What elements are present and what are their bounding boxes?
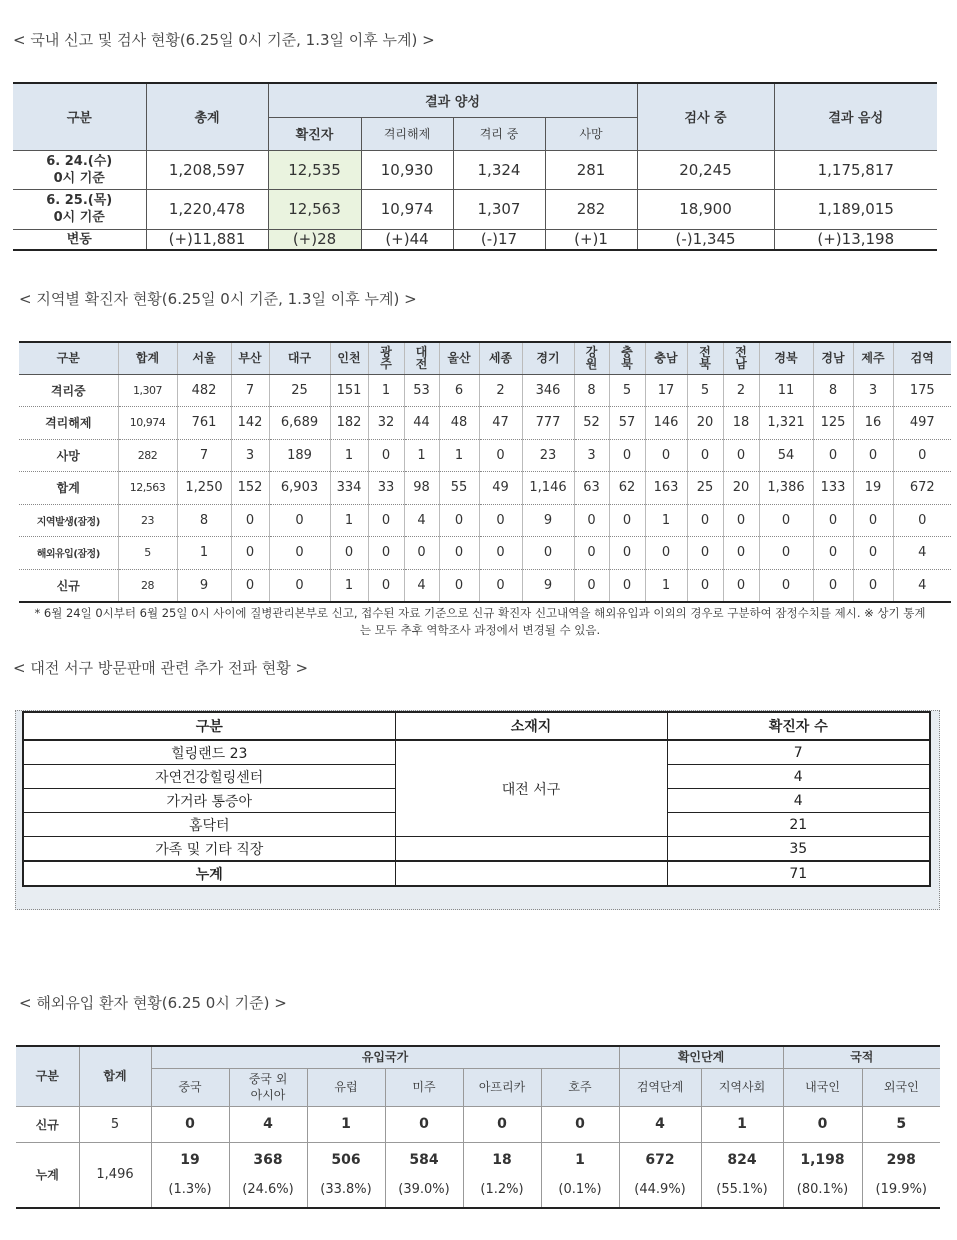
total-count: 71 xyxy=(667,861,930,886)
cell xyxy=(307,1142,385,1208)
cell: 20 xyxy=(723,472,759,505)
cell: 23 xyxy=(522,439,574,472)
cell xyxy=(862,1142,940,1208)
row-label: 홈닥터 xyxy=(23,813,395,837)
cell xyxy=(701,1142,783,1208)
cell: 163 xyxy=(645,472,687,505)
cell: 18 xyxy=(723,407,759,440)
cell: 0 xyxy=(723,504,759,537)
cell: 0 xyxy=(759,569,813,602)
cell: 20 xyxy=(687,407,723,440)
cell: 49 xyxy=(479,472,522,505)
cell: 57 xyxy=(609,407,645,440)
cell: 0 xyxy=(522,537,574,570)
cell: 182 xyxy=(330,407,368,440)
row-label: 사망 xyxy=(19,439,118,472)
cell: 52 xyxy=(574,407,609,440)
cell: 47 xyxy=(479,407,522,440)
cell: 1,175,817 xyxy=(774,150,937,189)
cell: 0 xyxy=(231,537,269,570)
cell: 6,689 xyxy=(269,407,330,440)
cell: 0 xyxy=(783,1106,862,1142)
cell: 0 xyxy=(479,504,522,537)
header-confirmed: 확진자 xyxy=(268,117,361,150)
cell: 125 xyxy=(813,407,853,440)
cell: 10,930 xyxy=(361,150,453,189)
column-header: 서울 xyxy=(177,342,231,374)
cell: 3 xyxy=(231,439,269,472)
column-header: 충 북 xyxy=(609,342,645,374)
cell: 63 xyxy=(574,472,609,505)
column-header: 광 주 xyxy=(368,342,404,374)
cell: 152 xyxy=(231,472,269,505)
row-label: 격리중 xyxy=(19,374,118,407)
header-category: 구분 xyxy=(19,342,118,374)
cell: 0 xyxy=(368,537,404,570)
location-cell: 대전 서구 xyxy=(395,740,667,837)
location-cell-empty xyxy=(395,861,667,886)
table-row xyxy=(23,837,930,862)
cell: 1 xyxy=(645,504,687,537)
cell-value: 18 xyxy=(492,1152,512,1169)
cell: 6 xyxy=(439,374,479,407)
count-cell: 35 xyxy=(667,837,930,862)
cell: 0 xyxy=(574,504,609,537)
count-cell: 4 xyxy=(667,765,930,789)
cell: 55 xyxy=(439,472,479,505)
total-label: 누계 xyxy=(23,861,395,886)
cell: 0 xyxy=(231,569,269,602)
row-label: 6. 25.(목) 0시 기준 xyxy=(13,189,146,229)
cell: 4 xyxy=(404,569,439,602)
cell: 1 xyxy=(439,439,479,472)
cell: 334 xyxy=(330,472,368,505)
cell: 8 xyxy=(813,374,853,407)
cell: 1,189,015 xyxy=(774,189,937,229)
cell: 482 xyxy=(177,374,231,407)
cell: 0 xyxy=(439,569,479,602)
table-row xyxy=(16,1106,940,1142)
cell: 0 xyxy=(151,1106,229,1142)
total-cell: 1,496 xyxy=(79,1142,151,1208)
cell: 1,307 xyxy=(453,189,545,229)
header-china: 중국 xyxy=(151,1068,229,1106)
imported-cases-table xyxy=(16,1045,940,1209)
header-origin: 유입국가 xyxy=(151,1046,619,1068)
cell: 346 xyxy=(522,374,574,407)
cell: 0 xyxy=(479,439,522,472)
table-row xyxy=(19,439,951,472)
cell: 1,220,478 xyxy=(146,189,268,229)
cell: 282 xyxy=(545,189,637,229)
cell: 1,307 xyxy=(118,374,177,407)
cell: 7 xyxy=(177,439,231,472)
column-header: 대구 xyxy=(269,342,330,374)
cell: 10,974 xyxy=(118,407,177,440)
cell-percent: (33.8%) xyxy=(320,1182,372,1198)
cell-percent: (1.3%) xyxy=(168,1182,212,1198)
cell: 0 xyxy=(541,1106,619,1142)
cell: 4 xyxy=(918,577,927,593)
cell: (+)44 xyxy=(361,229,453,250)
cell: 1,321 xyxy=(759,407,813,440)
cell-value: 1 xyxy=(575,1152,585,1169)
header-community: 지역사회 xyxy=(701,1068,783,1106)
header-europe: 유럽 xyxy=(307,1068,385,1106)
cell: 0 xyxy=(645,537,687,570)
cell: 2 xyxy=(723,374,759,407)
row-label: 해외유입(잠정) xyxy=(19,537,118,570)
column-header: 제주 xyxy=(853,342,893,374)
cell-value: 368 xyxy=(253,1152,283,1169)
cell: 0 xyxy=(609,569,645,602)
cell-percent: (80.1%) xyxy=(796,1182,849,1198)
cell: 20,245 xyxy=(637,150,774,189)
cell: (+)28 xyxy=(268,229,361,250)
row-label: 격리해제 xyxy=(19,407,118,440)
cell: 12,563 xyxy=(268,189,361,229)
cell: 0 xyxy=(759,537,813,570)
cell: (+)1 xyxy=(545,229,637,250)
cell: 0 xyxy=(439,504,479,537)
section4-title: < 해외유입 환자 현황(6.25 0시 기준) > xyxy=(19,994,287,1012)
cell: 0 xyxy=(439,537,479,570)
cell: 0 xyxy=(813,504,853,537)
cell xyxy=(463,1142,541,1208)
cell: 0 xyxy=(687,504,723,537)
cell: 4 xyxy=(893,537,951,570)
cell: 0 xyxy=(723,537,759,570)
cell: 0 xyxy=(368,504,404,537)
cell: 761 xyxy=(177,407,231,440)
cell: 4 xyxy=(229,1106,307,1142)
cell: 0 xyxy=(479,569,522,602)
cell: 98 xyxy=(404,472,439,505)
cell: 0 xyxy=(893,504,951,537)
row-label: 신규 xyxy=(16,1106,79,1142)
cell: 5 xyxy=(118,537,177,570)
cell: 777 xyxy=(522,407,574,440)
table-row xyxy=(19,504,951,537)
header-asia: 중국 외 아시아 xyxy=(229,1068,307,1106)
cell: 16 xyxy=(853,407,893,440)
cell: 1 xyxy=(645,569,687,602)
table-row xyxy=(16,1142,940,1208)
cell: 18,900 xyxy=(637,189,774,229)
cell-percent: (55.1%) xyxy=(716,1182,768,1198)
cell-percent: (44.9%) xyxy=(634,1182,686,1198)
cell: 0 xyxy=(853,569,893,602)
table-row xyxy=(19,569,951,602)
row-label: 6. 24.(수) 0시 기준 xyxy=(13,150,146,189)
header-stage: 확인단계 xyxy=(619,1046,783,1068)
cell: 11 xyxy=(759,374,813,407)
cell: 4 xyxy=(404,504,439,537)
cell: 5 xyxy=(609,374,645,407)
cell: 0 xyxy=(368,439,404,472)
header-korean: 내국인 xyxy=(783,1068,862,1106)
cell: 1,324 xyxy=(453,150,545,189)
header-category: 구분 xyxy=(13,83,146,150)
header-category: 구분 xyxy=(23,712,395,740)
cell xyxy=(151,1142,229,1208)
row-label: 합계 xyxy=(19,472,118,505)
cell: 0 xyxy=(645,439,687,472)
cell: 2 xyxy=(479,374,522,407)
table-row xyxy=(23,740,930,765)
cell: 9 xyxy=(522,504,574,537)
header-australia: 호주 xyxy=(541,1068,619,1106)
header-count: 확진자 수 xyxy=(667,712,930,740)
table-row xyxy=(13,229,937,250)
cell: 0 xyxy=(463,1106,541,1142)
cell xyxy=(783,1142,862,1208)
cell: 0 xyxy=(574,537,609,570)
header-isolated: 격리 중 xyxy=(453,117,545,150)
cell: 53 xyxy=(404,374,439,407)
header-location: 소재지 xyxy=(395,712,667,740)
cell: 4 xyxy=(619,1106,701,1142)
cell: 10,974 xyxy=(361,189,453,229)
cell: 25 xyxy=(687,472,723,505)
cell-percent: (19.9%) xyxy=(875,1182,927,1198)
column-header: 경기 xyxy=(522,342,574,374)
cell: 0 xyxy=(269,569,330,602)
cell: 33 xyxy=(368,472,404,505)
cell: 1,146 xyxy=(522,472,574,505)
table-row xyxy=(19,537,951,570)
section3-title: < 대전 서구 방문판매 관련 추가 전파 현황 > xyxy=(13,659,309,677)
cell: 12,563 xyxy=(118,472,177,505)
cell: 1 xyxy=(701,1106,783,1142)
cell: 23 xyxy=(118,504,177,537)
cell: 6,903 xyxy=(269,472,330,505)
column-header: 부산 xyxy=(231,342,269,374)
cell: 0 xyxy=(368,569,404,602)
column-header: 전 북 xyxy=(687,342,723,374)
cell: 19 xyxy=(853,472,893,505)
row-label: 가거라 통증아 xyxy=(23,789,395,813)
cell xyxy=(385,1142,463,1208)
count-cell: 4 xyxy=(667,789,930,813)
cell: 0 xyxy=(813,569,853,602)
footnote-line: 는 모두 추후 역학조사 과정에서 변경될 수 있음. xyxy=(359,623,601,637)
cell-percent: (0.1%) xyxy=(558,1182,602,1198)
cell: 1 xyxy=(404,439,439,472)
cell: 0 xyxy=(759,504,813,537)
cell-percent: (24.6%) xyxy=(242,1182,294,1198)
cell-percent: (1.2%) xyxy=(480,1182,524,1198)
row-label: 누계 xyxy=(16,1142,79,1208)
cell: 0 xyxy=(269,537,330,570)
header-quarantine: 검역단계 xyxy=(619,1068,701,1106)
cell: 1 xyxy=(330,569,368,602)
cell: 1,208,597 xyxy=(146,150,268,189)
table-row xyxy=(13,150,937,189)
column-header: 충남 xyxy=(645,342,687,374)
header-testing: 검사 중 xyxy=(637,83,774,150)
cell: 1 xyxy=(330,439,368,472)
table-row-total xyxy=(23,861,930,886)
cell: 0 xyxy=(853,504,893,537)
cell: (+)13,198 xyxy=(774,229,937,250)
cell: 0 xyxy=(479,537,522,570)
cell: 0 xyxy=(687,439,723,472)
column-header: 경남 xyxy=(813,342,853,374)
cell: 133 xyxy=(813,472,853,505)
column-header: 울산 xyxy=(439,342,479,374)
cell: 175 xyxy=(893,374,951,407)
cell xyxy=(619,1142,701,1208)
header-foreign: 외국인 xyxy=(862,1068,940,1106)
column-header: 인천 xyxy=(330,342,368,374)
cell: 32 xyxy=(368,407,404,440)
header-released: 격리해제 xyxy=(361,117,453,150)
cell: 0 xyxy=(723,569,759,602)
cell: 281 xyxy=(545,150,637,189)
header-positive: 결과 양성 xyxy=(268,83,637,117)
cluster-table xyxy=(22,711,931,887)
column-header: 합계 xyxy=(118,342,177,374)
cell: 151 xyxy=(330,374,368,407)
section2-title: < 지역별 확진자 현황(6.25일 0시 기준, 1.3일 이후 누계) > xyxy=(19,290,417,308)
cell: 1 xyxy=(330,504,368,537)
column-header: 대 전 xyxy=(404,342,439,374)
cell: 0 xyxy=(330,537,368,570)
cell: 0 xyxy=(687,537,723,570)
regional-table xyxy=(19,341,951,603)
cell-value: 672 xyxy=(645,1152,675,1169)
cell: 54 xyxy=(759,439,813,472)
column-header: 경북 xyxy=(759,342,813,374)
cell: 0 xyxy=(893,439,951,472)
cell-value: 298 xyxy=(886,1152,916,1169)
cell-percent: (39.0%) xyxy=(398,1182,450,1198)
cell: 8 xyxy=(574,374,609,407)
cell: 0 xyxy=(687,569,723,602)
cell: 0 xyxy=(609,439,645,472)
header-africa: 아프리카 xyxy=(463,1068,541,1106)
cell: 12,535 xyxy=(268,150,361,189)
cell: 497 xyxy=(893,407,951,440)
cell: 1,250 xyxy=(177,472,231,505)
cell-value: 1,198 xyxy=(800,1152,845,1169)
cell-value: 584 xyxy=(409,1152,439,1169)
table-row xyxy=(19,374,951,407)
header-deaths: 사망 xyxy=(545,117,637,150)
header-nationality: 국적 xyxy=(783,1046,940,1068)
cell-value: 19 xyxy=(180,1152,200,1169)
header-negative: 결과 음성 xyxy=(774,83,937,150)
cell: 672 xyxy=(893,472,951,505)
footnote-line: * 6월 24일 0시부터 6월 25일 0시 사이에 질병관리본부로 신고, 접수된 자료 기준으로 신규 확진자 신고내역을 해외유입과 이외의 경우로 구분하여 잠정수치를 제시. ※ 상기 통계 xyxy=(34,606,926,620)
cell: 0 xyxy=(813,439,853,472)
table-row xyxy=(19,407,951,440)
cell: (-)17 xyxy=(453,229,545,250)
cell: 28 xyxy=(118,569,177,602)
cell: 1 xyxy=(307,1106,385,1142)
cell xyxy=(541,1142,619,1208)
cell: (+)11,881 xyxy=(146,229,268,250)
cell: 282 xyxy=(118,439,177,472)
cell-value: 506 xyxy=(331,1152,361,1169)
count-cell: 21 xyxy=(667,813,930,837)
total-cell: 5 xyxy=(79,1106,151,1142)
header-total: 총계 xyxy=(146,83,268,150)
cell: 0 xyxy=(404,537,439,570)
cell: 44 xyxy=(404,407,439,440)
cell: 189 xyxy=(269,439,330,472)
cell: 25 xyxy=(269,374,330,407)
cell: 7 xyxy=(231,374,269,407)
location-cell-empty xyxy=(395,837,667,862)
header-category: 구분 xyxy=(16,1046,79,1106)
cell: 0 xyxy=(574,569,609,602)
domestic-test-table xyxy=(13,82,937,251)
cell: 0 xyxy=(723,439,759,472)
cell: 0 xyxy=(853,537,893,570)
cell: 3 xyxy=(853,374,893,407)
cell: 0 xyxy=(853,439,893,472)
cell: 1,386 xyxy=(759,472,813,505)
footnote xyxy=(20,605,940,639)
cell: 9 xyxy=(177,569,231,602)
cell: 48 xyxy=(439,407,479,440)
cell: 62 xyxy=(609,472,645,505)
cell: 17 xyxy=(645,374,687,407)
cell: 3 xyxy=(574,439,609,472)
cell xyxy=(229,1142,307,1208)
cell: 8 xyxy=(177,504,231,537)
row-label: 변동 xyxy=(13,229,146,250)
row-label: 신규 xyxy=(19,569,118,602)
column-header: 검역 xyxy=(893,342,951,374)
column-header: 세종 xyxy=(479,342,522,374)
cell: 5 xyxy=(687,374,723,407)
cell: 142 xyxy=(231,407,269,440)
table-row xyxy=(13,189,937,229)
cell: 0 xyxy=(269,504,330,537)
table-row xyxy=(19,472,951,505)
header-americas: 미주 xyxy=(385,1068,463,1106)
cell: 1 xyxy=(368,374,404,407)
cell: 0 xyxy=(609,537,645,570)
row-label: 가족 및 기타 직장 xyxy=(23,837,395,862)
cell: 0 xyxy=(231,504,269,537)
cell: 0 xyxy=(385,1106,463,1142)
row-label: 힐링랜드 23 xyxy=(23,740,395,765)
cell: 0 xyxy=(609,504,645,537)
row-label: 지역발생(잠정) xyxy=(19,504,118,537)
cell: 9 xyxy=(522,569,574,602)
column-header: 강 원 xyxy=(574,342,609,374)
cell: 5 xyxy=(862,1106,940,1142)
count-cell: 7 xyxy=(667,740,930,765)
row-label: 자연건강힐링센터 xyxy=(23,765,395,789)
cell: (-)1,345 xyxy=(637,229,774,250)
header-total: 합계 xyxy=(79,1046,151,1106)
section1-title: < 국내 신고 및 검사 현황(6.25일 0시 기준, 1.3일 이후 누계) > xyxy=(13,31,435,49)
cell: 146 xyxy=(645,407,687,440)
cell: 1 xyxy=(177,537,231,570)
cell: 0 xyxy=(813,537,853,570)
cell-value: 824 xyxy=(727,1152,757,1169)
column-header: 전 남 xyxy=(723,342,759,374)
